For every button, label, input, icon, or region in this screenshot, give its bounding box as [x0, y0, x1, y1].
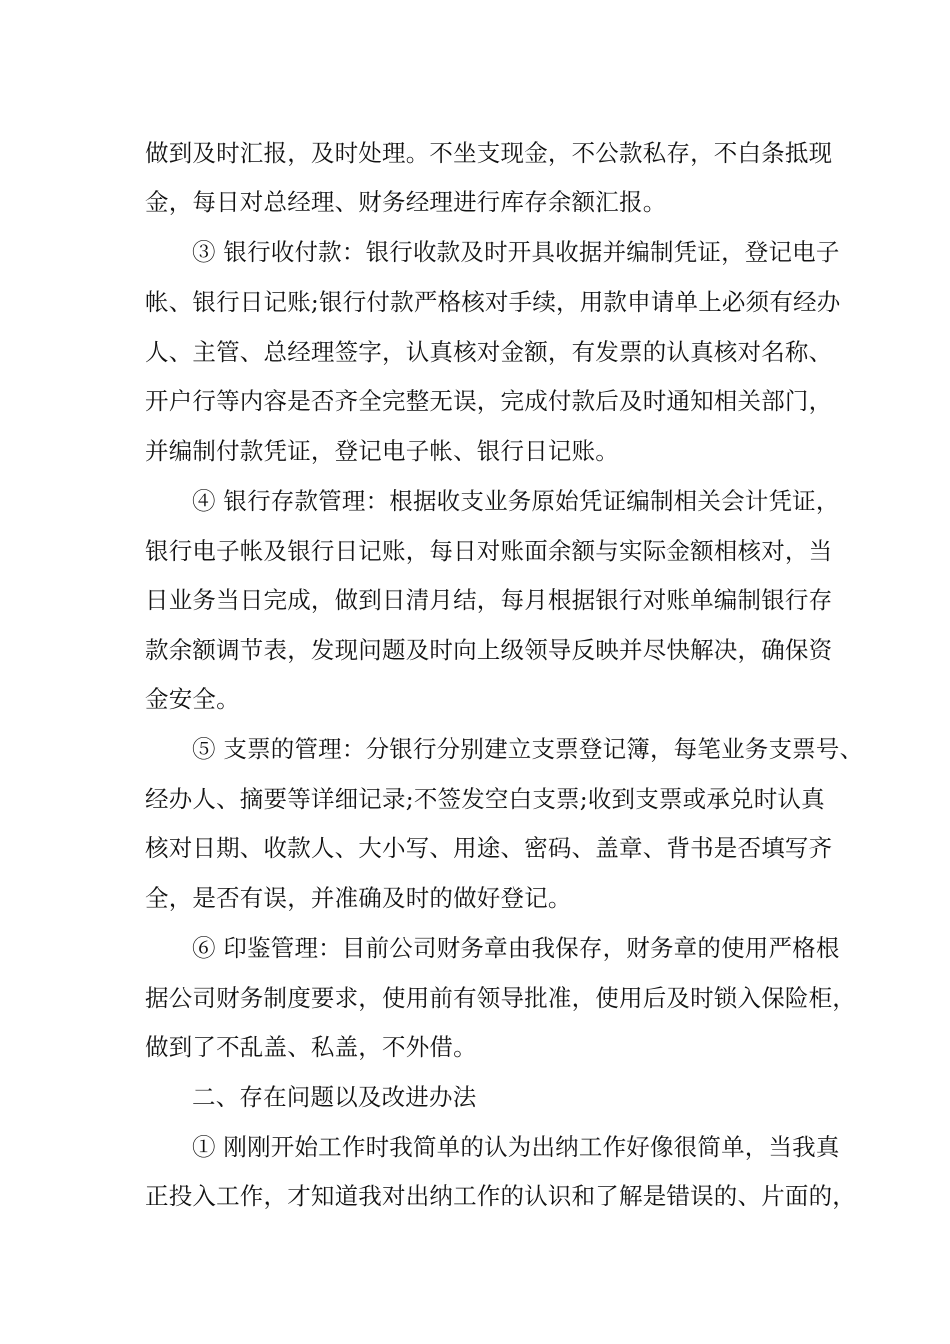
- paragraph-3-bank-payments: ③ 银行收付款：银行收款及时开具收据并编制凭证，登记电子: [192, 238, 840, 266]
- text-line: 帐、银行日记账;银行付款严格核对手续，用款申请单上必须有经办: [145, 288, 841, 316]
- text-line: 做到了不乱盖、私盖，不外借。: [145, 1033, 477, 1061]
- text-line: 金，每日对总经理、财务经理进行库存余额汇报。: [145, 188, 667, 216]
- text-line: 款余额调节表，发现问题及时向上级领导反映并尽快解决，确保资: [145, 636, 833, 664]
- text-line: 据公司财务制度要求，使用前有领导批准，使用后及时锁入保险柜，: [145, 984, 856, 1012]
- text-line: 正投入工作，才知道我对出纳工作的认识和了解是错误的、片面的，: [145, 1182, 856, 1210]
- paragraph-6-seals: ⑥ 印鉴管理：目前公司财务章由我保存，财务章的使用严格根: [192, 934, 840, 962]
- text-line: 日业务当日完成，做到日清月结，每月根据银行对账单编制银行存: [145, 586, 833, 614]
- paragraph-5-cheques: ⑤ 支票的管理：分银行分别建立支票登记簿，每笔业务支票号、: [192, 735, 864, 763]
- text-line: 人、主管、总经理签字，认真核对金额，有发票的认真核对名称、: [145, 338, 833, 366]
- section-heading-2: 二、存在问题以及改进办法: [192, 1083, 477, 1111]
- text-line: 金安全。: [145, 685, 240, 713]
- text-line: 开户行等内容是否齐全完整无误，完成付款后及时通知相关部门，: [145, 387, 833, 415]
- text-line: 做到及时汇报，及时处理。不坐支现金，不公款私存，不白条抵现: [145, 139, 833, 167]
- paragraph-1-problems: ① 刚刚开始工作时我简单的认为出纳工作好像很简单，当我真: [192, 1133, 840, 1161]
- text-line: 全，是否有误，并准确及时的做好登记。: [145, 884, 572, 912]
- text-line: 银行电子帐及银行日记账，每日对账面余额与实际金额相核对，当: [145, 537, 833, 565]
- text-line: 核对日期、收款人、大小写、用途、密码、盖章、背书是否填写齐: [145, 834, 833, 862]
- paragraph-4-bank-deposits: ④ 银行存款管理：根据收支业务原始凭证编制相关会计凭证，: [192, 487, 840, 515]
- text-line: 经办人、摘要等详细记录;不签发空白支票;收到支票或承兑时认真: [145, 785, 825, 813]
- text-line: 并编制付款凭证，登记电子帐、银行日记账。: [145, 437, 619, 465]
